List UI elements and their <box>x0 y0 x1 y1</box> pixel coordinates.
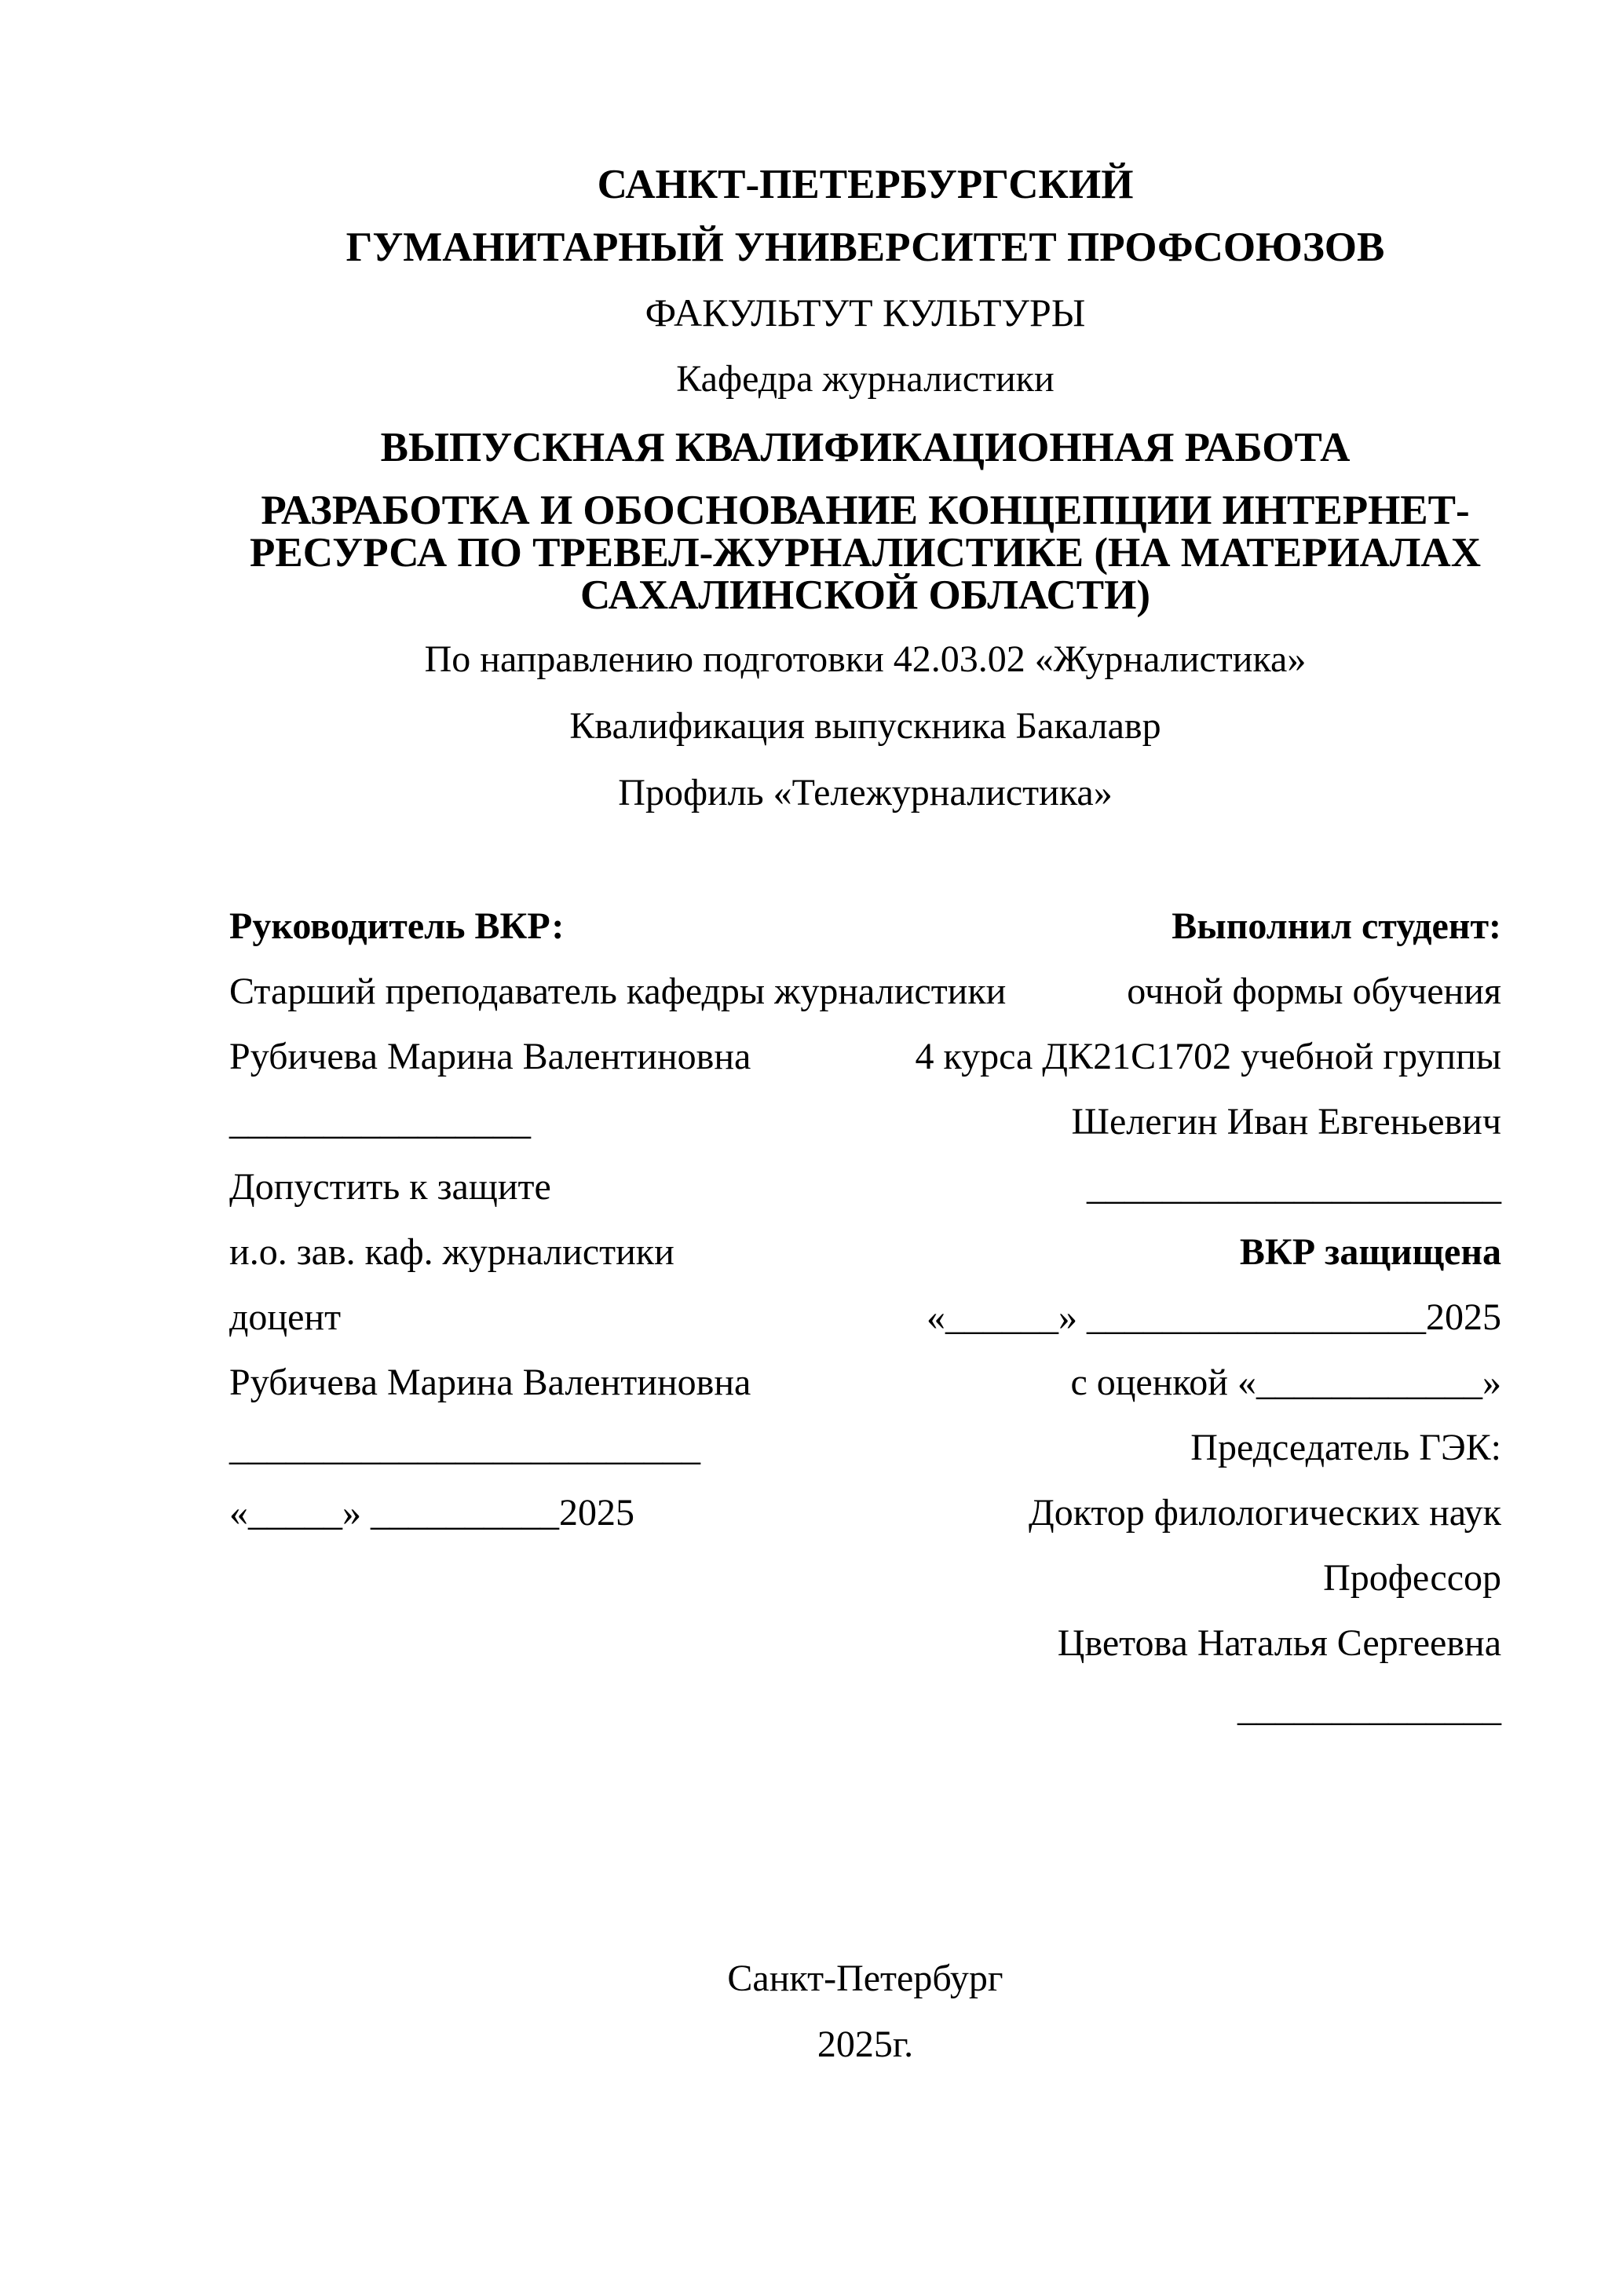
student-signature-line: ______________________ <box>1087 1166 1501 1208</box>
chairman-rank: Профессор <box>1323 1557 1501 1599</box>
thesis-title-line2: РЕСУРСА ПО ТРЕВЕЛ-ЖУРНАЛИСТИКЕ (НА МАТЕРИАЛАХ <box>250 530 1481 576</box>
student-heading: Выполнил студент: <box>1172 905 1501 947</box>
profile-line: Профиль «Тележурналистика» <box>618 772 1113 813</box>
year-line: 2025г. <box>817 2024 914 2065</box>
supervisor-name: Рубичева Марина Валентиновна <box>229 1036 751 1077</box>
qualification-line: Квалификация выпускника Бакалавр <box>569 705 1161 747</box>
defense-date-line: «______» __________________2025 <box>927 1296 1501 1338</box>
student-name: Шелегин Иван Евгеньевич <box>1071 1101 1501 1143</box>
program-line: По направлению подготовки 42.03.02 «Журналистика» <box>424 638 1307 680</box>
department-name: Кафедра журналистики <box>676 358 1055 400</box>
university-name-line2: ГУМАНИТАРНЫЙ УНИВЕРСИТЕТ ПРОФСОЮЗОВ <box>345 225 1385 270</box>
student-study-form: очной формы обучения <box>1127 971 1501 1012</box>
university-name-line1: САНКТ-ПЕТЕРБУРГСКИЙ <box>597 162 1134 207</box>
chairman-heading: Председатель ГЭК: <box>1190 1427 1501 1468</box>
thesis-title-line3: САХАЛИНСКОЙ ОБЛАСТИ) <box>579 572 1151 618</box>
student-group: 4 курса ДК21С1702 учебной группы <box>915 1036 1501 1077</box>
admission-date-line: «_____» __________2025 <box>229 1492 634 1534</box>
grade-line: с оценкой «____________» <box>1070 1362 1501 1403</box>
acting-head-title: и.о. зав. каф. журналистики <box>229 1231 674 1273</box>
faculty-name: ФАКУЛЬТУТ КУЛЬТУРЫ <box>645 291 1086 335</box>
head-signature-line: _________________________ <box>229 1427 700 1468</box>
thesis-title-line1: РАЗРАБОТКА И ОБОСНОВАНИЕ КОНЦЕПЦИИ ИНТЕРНЕТ- <box>261 488 1470 533</box>
supervisor-position: Старший преподаватель кафедры журналистики <box>229 971 1007 1012</box>
work-type-heading: ВЫПУСКНАЯ КВАЛИФИКАЦИОННАЯ РАБОТА <box>380 425 1351 470</box>
supervisor-signature-line: ________________ <box>229 1101 531 1143</box>
chairman-degree: Доктор филологических наук <box>1028 1492 1501 1534</box>
acting-head-name: Рубичева Марина Валентиновна <box>229 1362 751 1403</box>
defended-heading: ВКР защищена <box>1239 1231 1501 1273</box>
chairman-signature-line: ______________ <box>1237 1687 1501 1729</box>
chairman-name: Цветова Наталья Сергеевна <box>1057 1622 1501 1664</box>
supervisor-heading: Руководитель ВКР: <box>229 905 565 947</box>
admit-to-defense-line: Допустить к защите <box>229 1166 551 1208</box>
acting-head-rank: доцент <box>229 1296 342 1338</box>
city-line: Санкт-Петербург <box>727 1958 1003 1999</box>
